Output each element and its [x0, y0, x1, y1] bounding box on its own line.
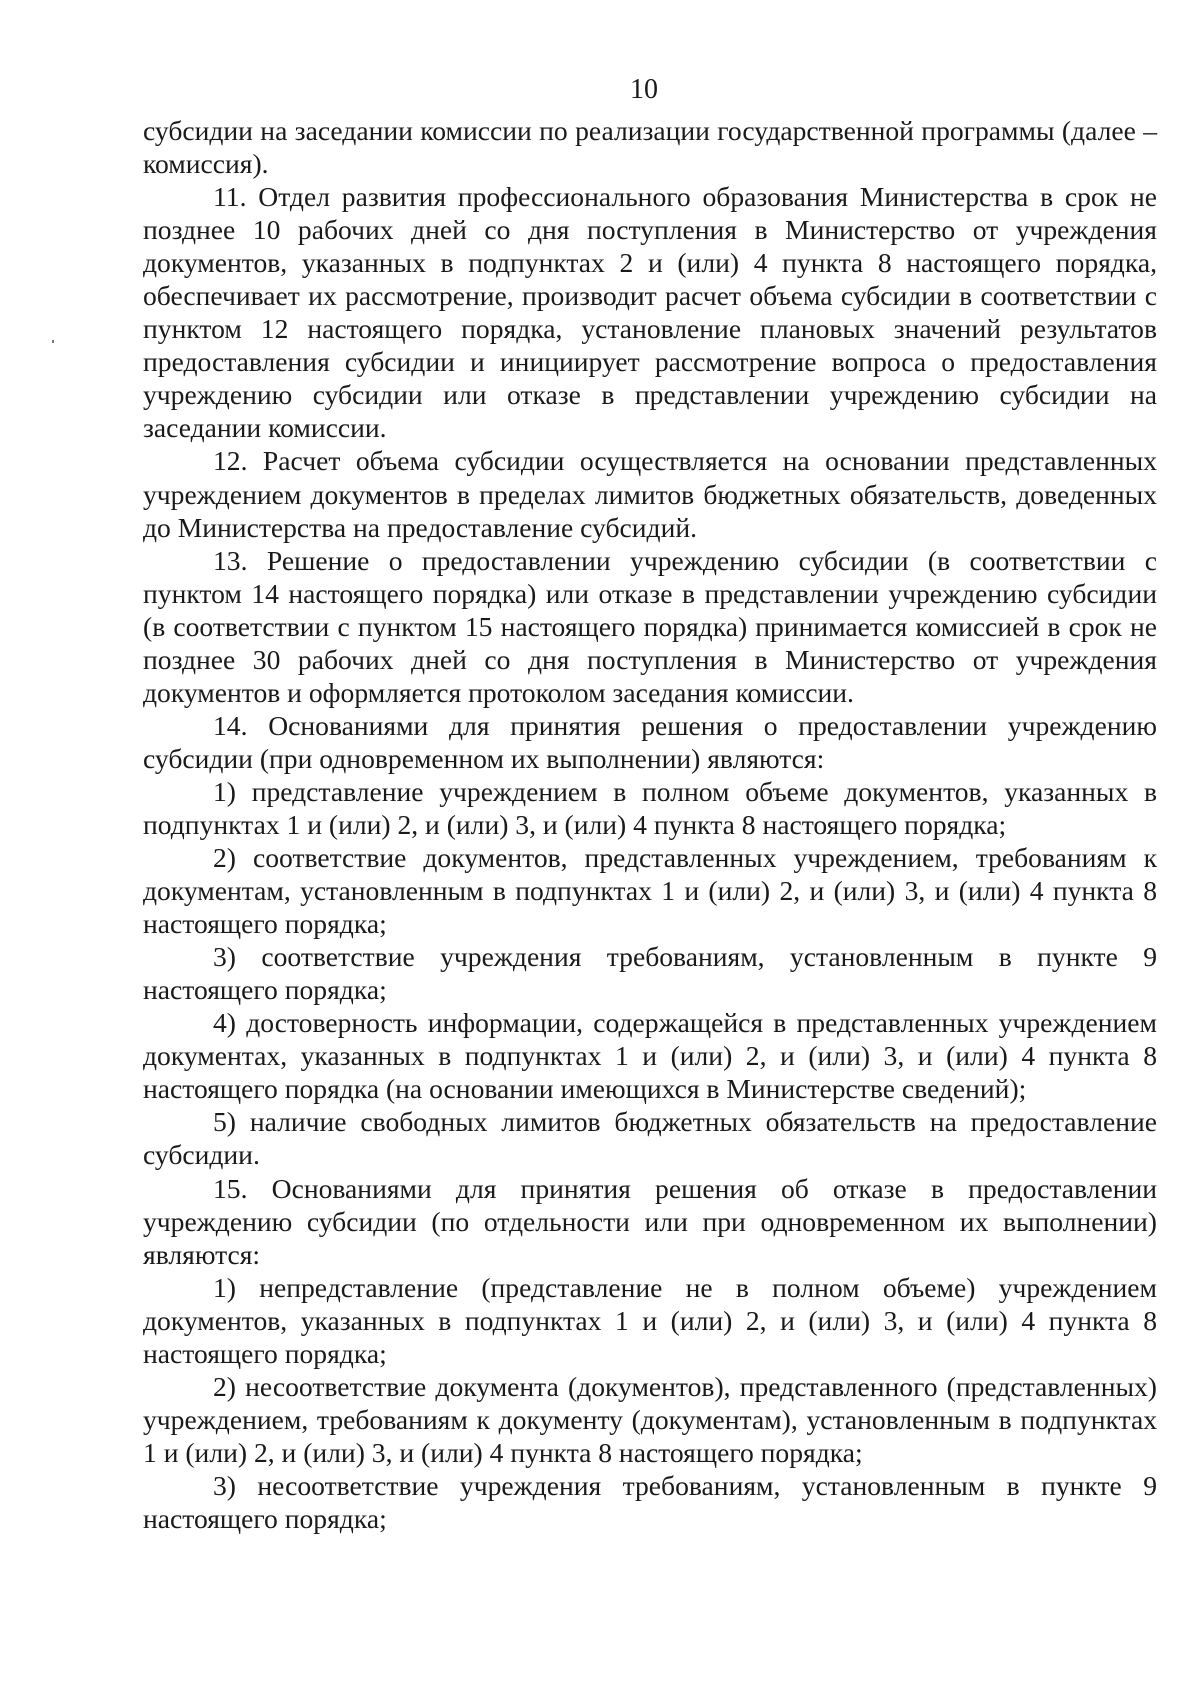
list-item-15-1: 1) непредставление (представление не в полном объеме) учреждением документов, указанных в подпунктах 1 и (или) 2, и (или) 3, и (или) 4 пункта 8 настоящего порядка; — [143, 1271, 1157, 1369]
list-item-14-2: 2) соответствие документов, представленных учреждением, требованиям к документам, установленным в подпунктах 1 и (или) 2, и (или) 3, и (или) 4 пункта 8 настоящего порядка; — [143, 842, 1157, 940]
list-item-14-4: 4) достоверность информации, содержащейся в представленных учреждением документах, указанных в подпунктах 1 и (или) 2, и (или) 3, и (или) 4 пункта 8 настоящего порядка (на основании имеющихся в Министерстве сведений); — [143, 1007, 1157, 1105]
paragraph-item-12: 12. Расчет объема субсидии осуществляется на основании представленных учреждением документов в пределах лимитов бюджетных обязательств, доведенных до Министерства на предоставление субсидий. — [143, 445, 1157, 543]
paragraph-item-11: 11. Отдел развития профессионального образования Министерства в срок не позднее 10 рабочих дней со дня поступления в Министерство от учреждения документов, указанных в подпунктах 2 и (или) 4 пункта 8 настоящего порядка, обеспечивает их рассмотрение, производит расчет объема субсидии в соответствии с пунктом 12 настоящего порядка, установление плановых значений результатов предоставления субсидии и инициирует рассмотрение вопроса о предоставления учреждению субсидии или отказе в представлении учреждению субсидии на заседании комиссии. — [143, 181, 1157, 444]
page-number: 10 — [630, 74, 658, 105]
list-item-14-1: 1) представление учреждением в полном объеме документов, указанных в подпунктах 1 и (или) 2, и (или) 3, и (или) 4 пункта 8 настоящего порядка; — [143, 775, 1157, 840]
list-item-15-3: 3) несоответствие учреждения требованиям, установленным в пункте 9 настоящего порядка; — [143, 1469, 1157, 1534]
paragraph-item-15: 15. Основаниями для принятия решения об отказе в предоставлении учреждению субсидии (по отдельности или при одновременном их выполнении) являются: — [143, 1172, 1157, 1270]
paragraph-item-14: 14. Основаниями для принятия решения о предоставлении учреждению субсидии (при одновременном их выполнении) являются: — [143, 709, 1157, 774]
document-body — [143, 114, 1157, 1535]
list-item-15-2: 2) несоответствие документа (документов), представленного (представленных) учреждением, требованиям к документу (документам), установленным в подпунктах 1 и (или) 2, и (или) 3, и (или) 4 пункта 8 настоящего порядка; — [143, 1370, 1157, 1468]
paragraph-item-13: 13. Решение о предоставлении учреждению субсидии (в соответствии с пунктом 14 настоящего порядка) или отказе в представлении учреждению субсидии (в соответствии с пунктом 15 настоящего порядка) принимается комиссией в срок не позднее 30 рабочих дней со дня поступления в Министерство от учреждения документов и оформляется протоколом заседания комиссии. — [143, 544, 1157, 708]
scan-speck — [52, 340, 54, 343]
list-item-14-3: 3) соответствие учреждения требованиям, установленным в пункте 9 настоящего порядка; — [143, 941, 1157, 1006]
list-item-14-5: 5) наличие свободных лимитов бюджетных обязательств на предоставление субсидии. — [143, 1106, 1157, 1171]
paragraph-continuation: субсидии на заседании комиссии по реализации государственной программы (далее – комиссия). — [143, 115, 1157, 180]
